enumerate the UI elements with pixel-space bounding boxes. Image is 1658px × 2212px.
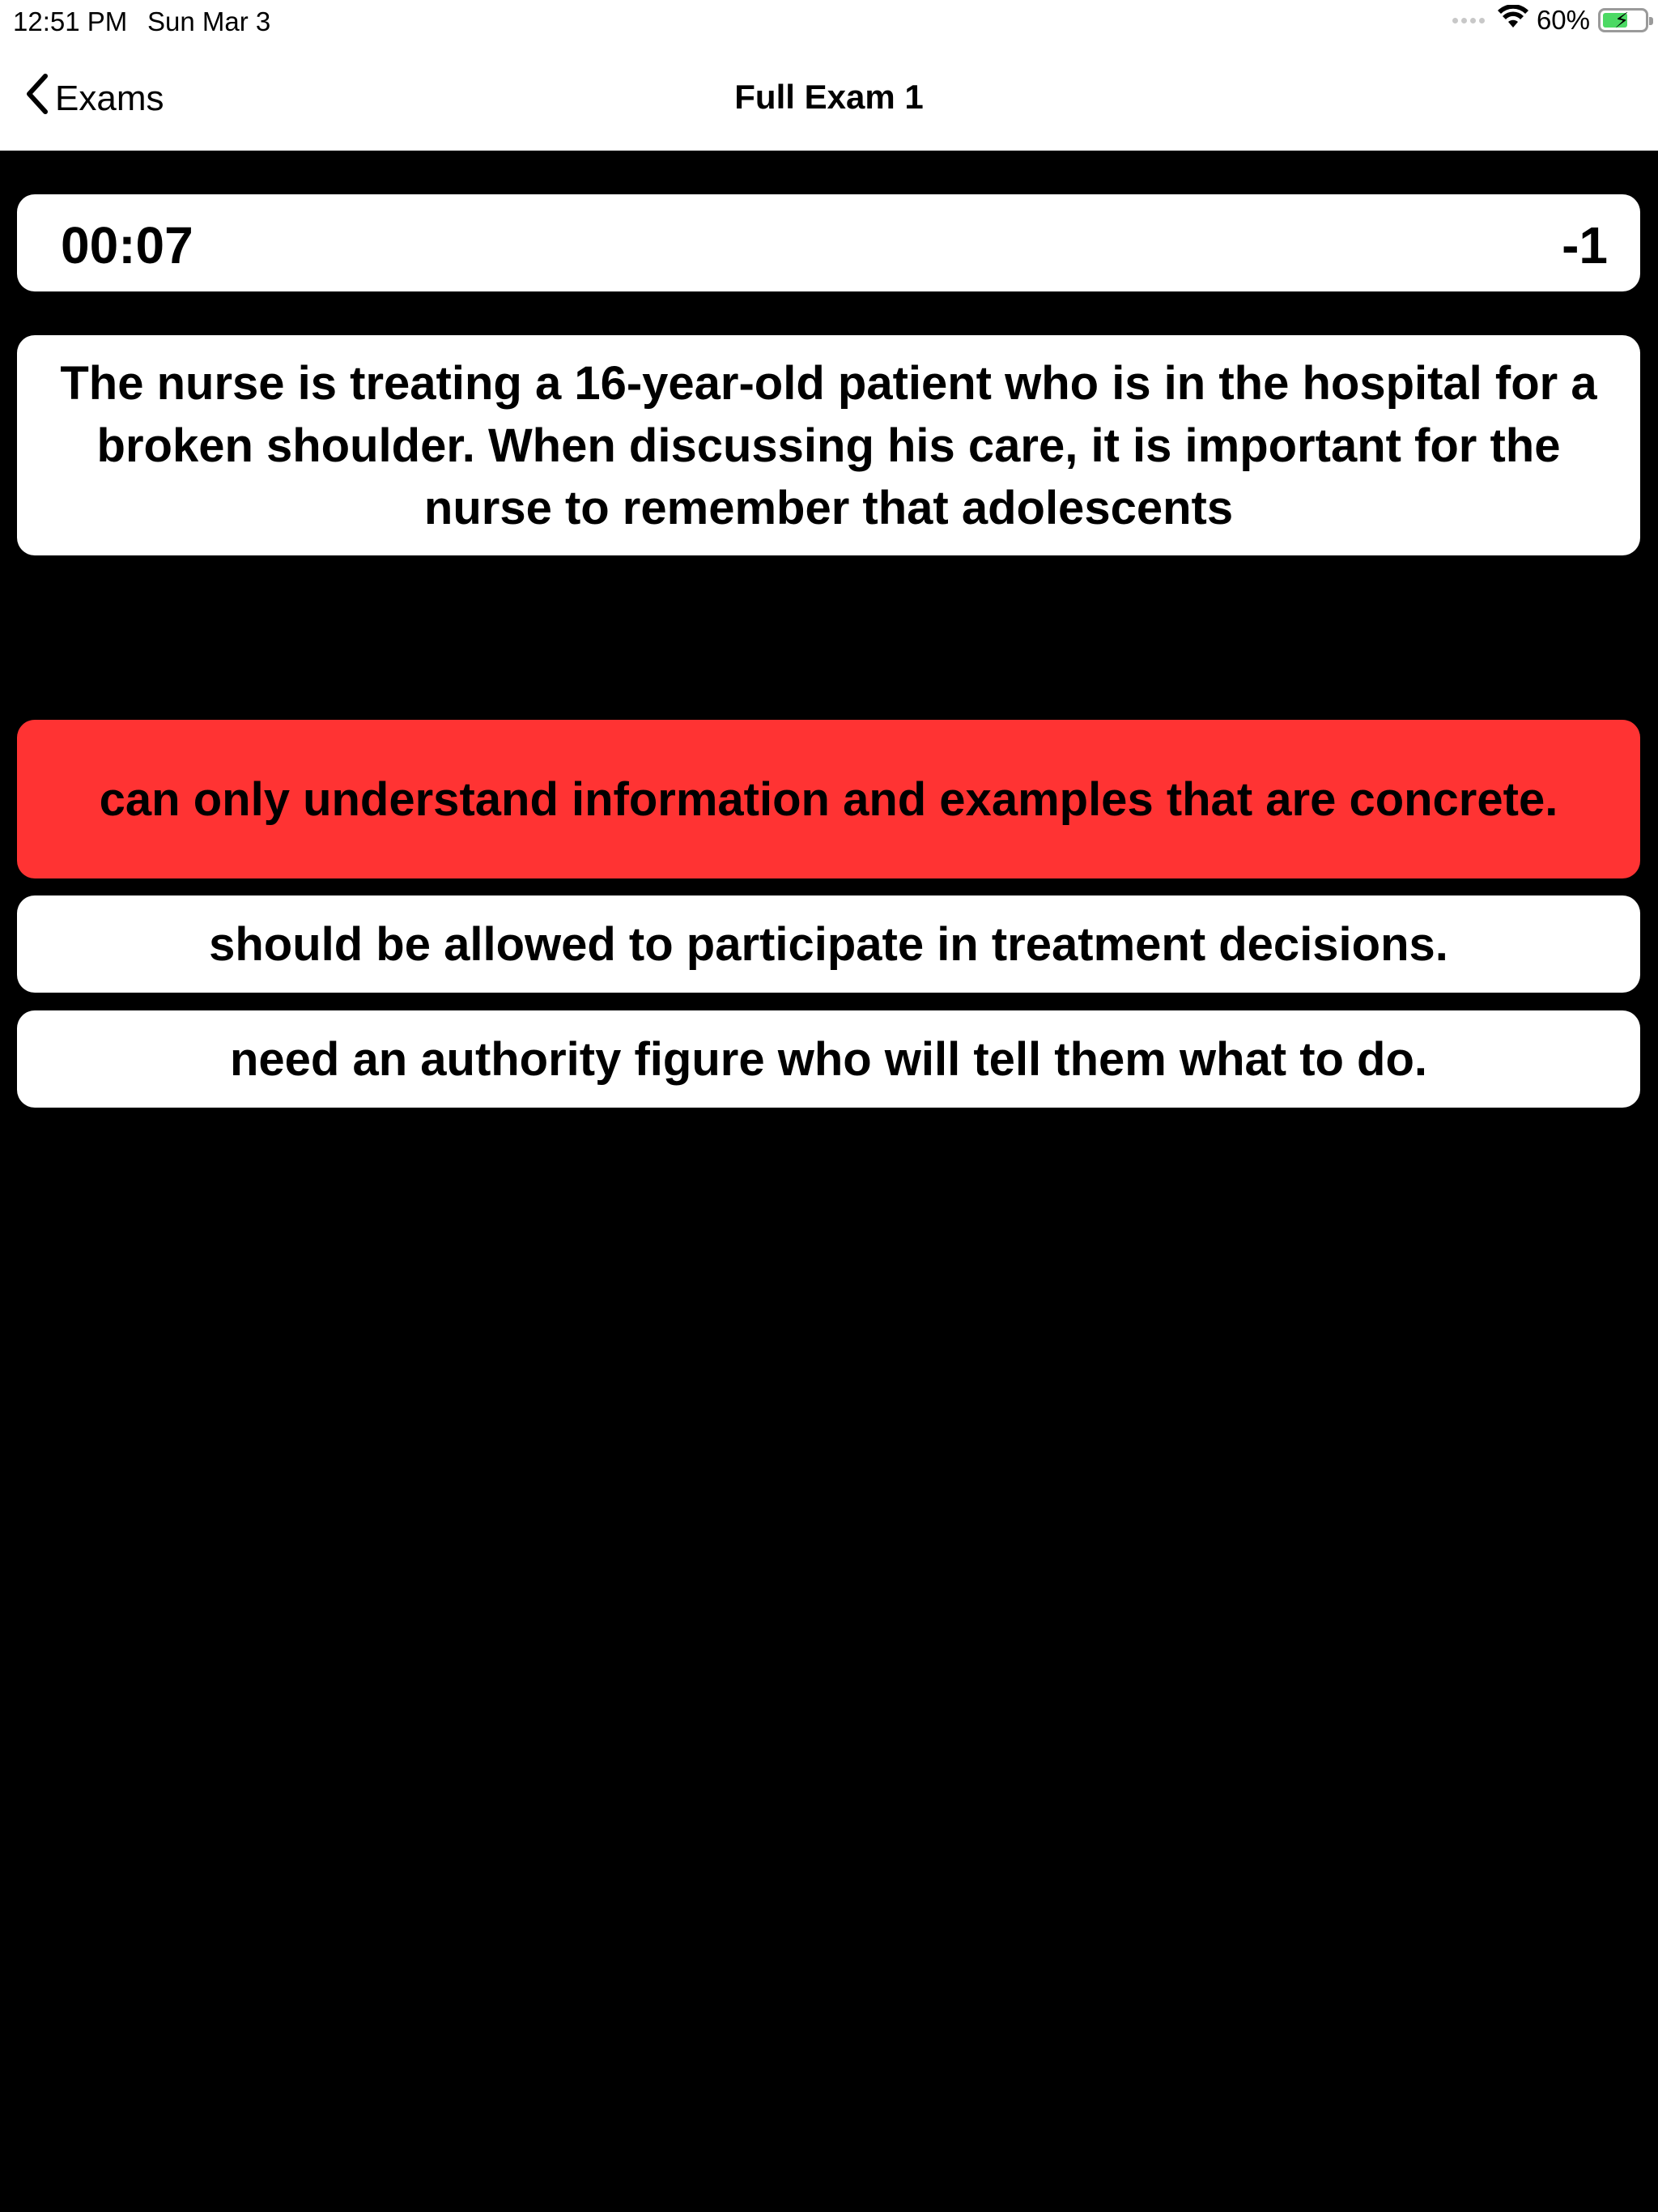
answer-option-2[interactable] xyxy=(17,895,1640,993)
status-time: 12:51 PM xyxy=(13,6,128,36)
question-card xyxy=(17,335,1640,555)
answer-option-3[interactable] xyxy=(17,1010,1640,1108)
question-text: The nurse is treating a 16-year-old patient who is in the hospital for a broken shoulder. When discussing his care, it is important for the nurse to remember that adolescents xyxy=(60,356,1597,534)
status-bar xyxy=(0,0,1658,44)
timer-card xyxy=(17,194,1640,291)
battery-charging-icon xyxy=(1598,8,1648,32)
score-value: -1 xyxy=(1562,216,1608,274)
back-button-label: Exams xyxy=(55,78,164,118)
page-title: Full Exam 1 xyxy=(734,78,924,116)
answer-option-label: should be allowed to participate in treatment decisions. xyxy=(209,917,1448,971)
answer-option-label: need an authority figure who will tell them what to do. xyxy=(229,1032,1428,1086)
status-indicators xyxy=(1452,5,1648,36)
cellular-dots-icon xyxy=(1452,18,1485,23)
wifi-icon xyxy=(1498,5,1528,36)
battery-percent: 60% xyxy=(1536,5,1590,35)
charging-bolt-icon: ⚡ xyxy=(1614,8,1630,32)
battery-nub xyxy=(1649,17,1653,25)
answer-option-label: can only understand information and examples that are concrete. xyxy=(99,772,1558,826)
navigation-bar xyxy=(0,44,1658,151)
status-date: Sun Mar 3 xyxy=(147,6,271,36)
elapsed-timer: 00:07 xyxy=(61,216,193,274)
answer-option-1[interactable] xyxy=(17,720,1640,878)
